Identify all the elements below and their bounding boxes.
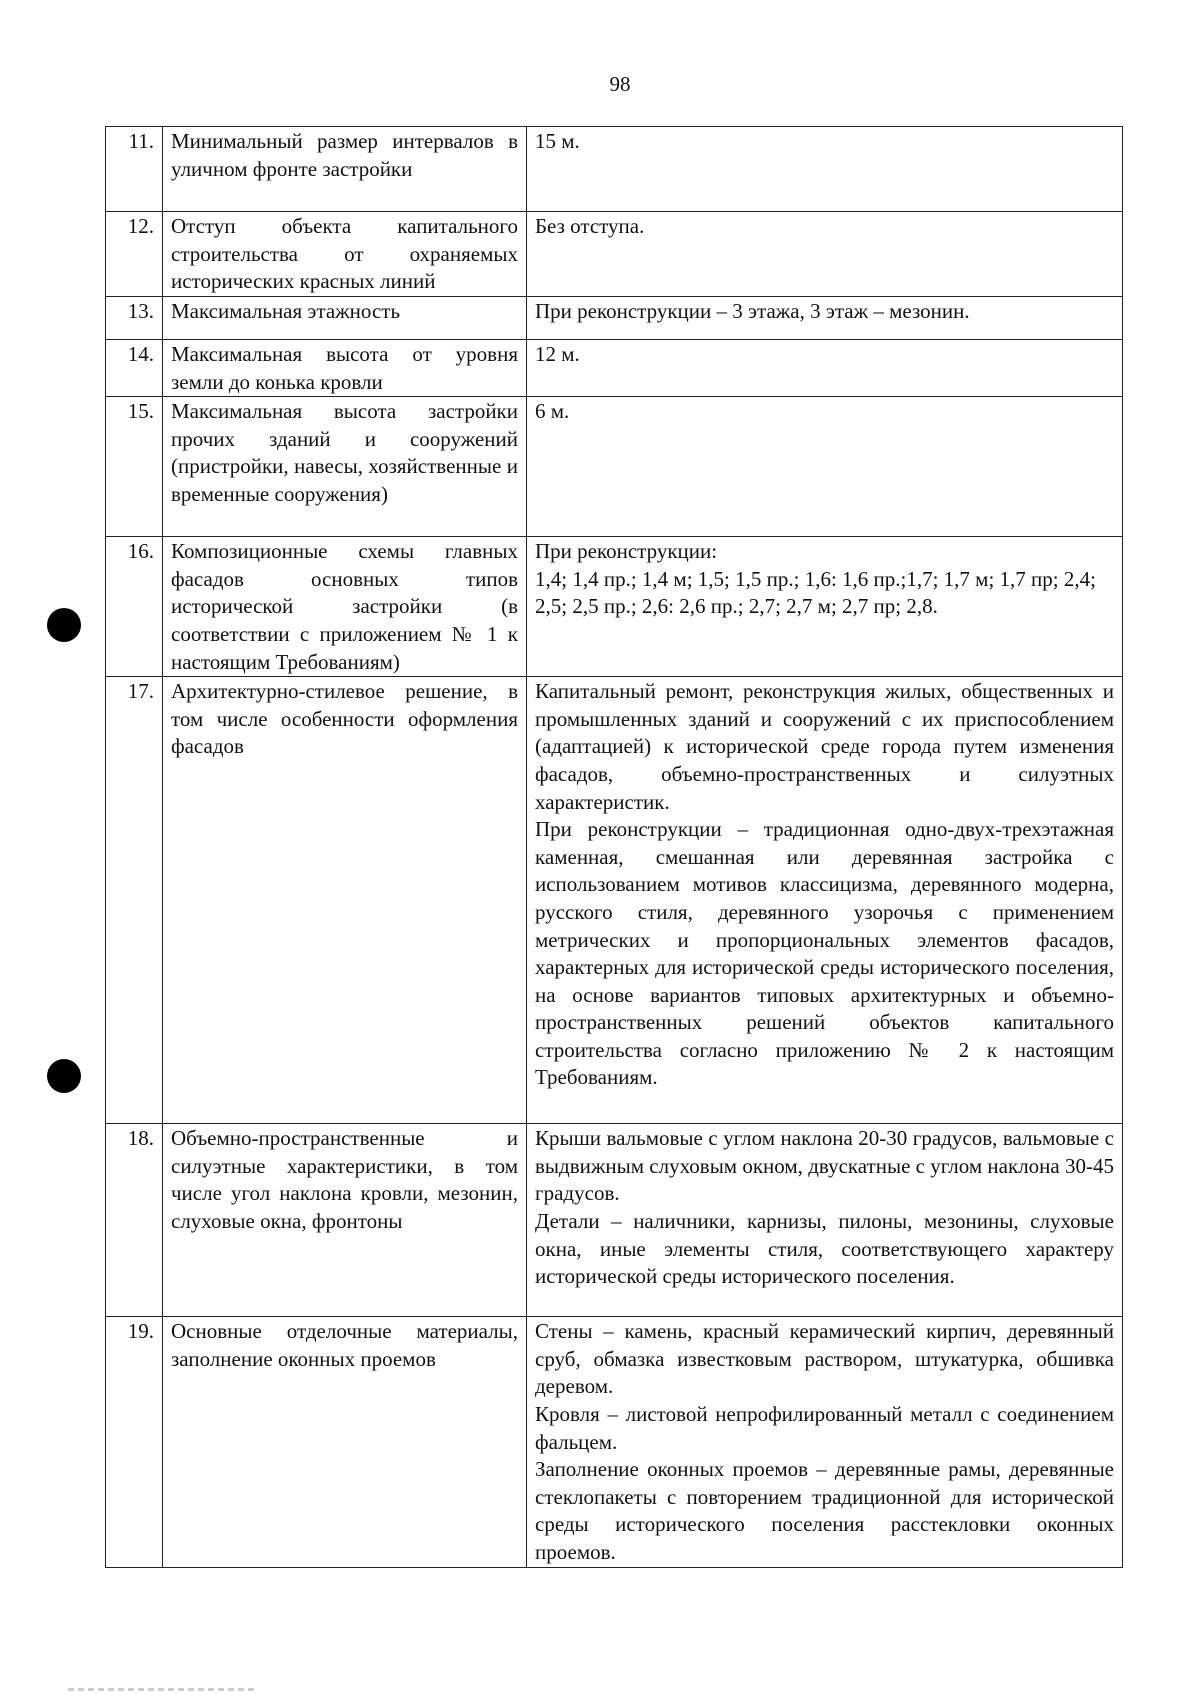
parameter-name: Основные отделочные материалы, заполнение оконных проемов: [163, 1317, 527, 1567]
parameter-value: 15 м.: [527, 127, 1123, 212]
parameter-value: Без отступа.: [527, 212, 1123, 297]
row-number: 17.: [106, 677, 163, 1124]
row-number: 15.: [106, 397, 163, 537]
table-row: [106, 677, 1123, 1124]
parameter-name: Композиционные схемы главных фасадов основных типов исторической застройки (в соответствии с приложением № 1 к настоящим Требованиям): [163, 537, 527, 677]
table-row: [106, 397, 1123, 537]
parameter-name: Минимальный размер интервалов в уличном фронте застройки: [163, 127, 527, 212]
parameter-name: Архитектурно-стилевое решение, в том числе особенности оформления фасадов: [163, 677, 527, 1124]
table-row: [106, 1124, 1123, 1317]
parameter-name: Максимальная высота застройки прочих зданий и сооружений (пристройки, навесы, хозяйственные и временные сооружения): [163, 397, 527, 537]
table-row: [106, 537, 1123, 677]
table-row: [106, 297, 1123, 340]
parameter-name: Объемно-пространственные и силуэтные характеристики, в том числе угол наклона кровли, мезонин, слуховые окна, фронтоны: [163, 1124, 527, 1317]
row-number: 16.: [106, 537, 163, 677]
table-row: [106, 127, 1123, 212]
requirements-table: [105, 126, 1123, 1568]
row-number: 12.: [106, 212, 163, 297]
page-number: 98: [609, 72, 631, 96]
parameter-value: Стены – камень, красный керамический кирпич, деревянный сруб, обмазка известковым раствором, штукатурка, обшивка деревом. Кровля – листовой непрофилированный металл с соединением фальцем. Заполнение оконных проемов – деревянные рамы, деревянные стеклопакеты с повторением традиционной для исторической среды исторического поселения расстекловки оконных проемов.: [527, 1317, 1123, 1567]
row-number: 19.: [106, 1317, 163, 1567]
row-number: 18.: [106, 1124, 163, 1317]
parameter-name: Отступ объекта капитального строительства от охраняемых исторических красных линий: [163, 212, 527, 297]
table-row: [106, 212, 1123, 297]
row-number: 14.: [106, 340, 163, 397]
binder-hole-punch: [47, 608, 81, 642]
row-number: 13.: [106, 297, 163, 340]
parameter-name: Максимальная этажность: [163, 297, 527, 340]
parameter-value: 6 м.: [527, 397, 1123, 537]
parameter-value: При реконструкции: 1,4; 1,4 пр.; 1,4 м; 1,5; 1,5 пр.; 1,6: 1,6 пр.;1,7; 1,7 м; 1,7 пр; 2,4; 2,5; 2,5 пр.; 2,6: 2,6 пр.; 2,7; 2,7 м; 2,7 пр; 2,8.: [527, 537, 1123, 677]
row-number: 11.: [106, 127, 163, 212]
parameter-name: Максимальная высота от уровня земли до конька кровли: [163, 340, 527, 397]
parameter-value: При реконструкции – 3 этажа, 3 этаж – мезонин.: [527, 297, 1123, 340]
parameter-value: 12 м.: [527, 340, 1123, 397]
binder-hole-punch: [47, 1059, 81, 1093]
parameter-value: Капитальный ремонт, реконструкция жилых, общественных и промышленных зданий и сооружений с их приспособлением (адаптацией) к исторической среде города путем изменения фасадов, объемно-пространственных и силуэтных характеристик. При реконструкции – традиционная одно-двух-трехэтажная каменная, смешанная или деревянная застройка с использованием мотивов классицизма, деревянного модерна, русского стиля, деревянного узорочья с применением метрических и пропорциональных элементов фасадов, характерных для исторической среды исторического поселения, на основе вариантов типовых архитектурных и объемно-пространственных решений объектов капитального строительства согласно приложению № 2 к настоящим Требованиям.: [527, 677, 1123, 1124]
table-row: [106, 340, 1123, 397]
parameter-value: Крыши вальмовые с углом наклона 20-30 градусов, вальмовые с выдвижным слуховым окном, двускатные с углом наклона 30-45 градусов. Детали – наличники, карнизы, пилоны, мезонины, слуховые окна, иные элементы стиля, соответствующего характеру исторической среды исторического поселения.: [527, 1124, 1123, 1317]
scan-artifact: [68, 1688, 258, 1691]
table-row: [106, 1317, 1123, 1567]
